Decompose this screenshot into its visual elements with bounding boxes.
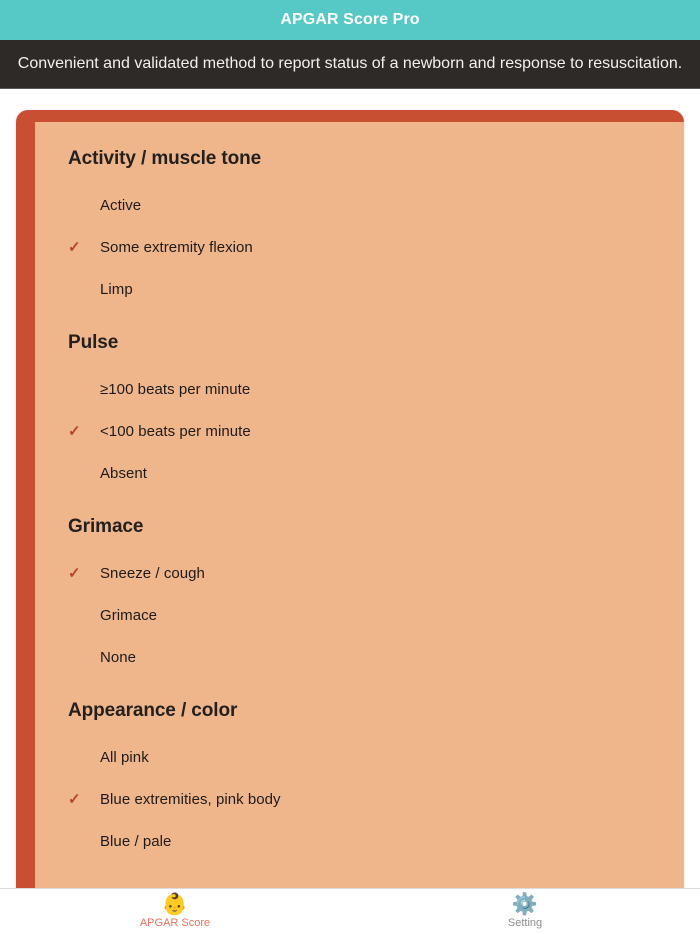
score-section (68, 148, 664, 310)
apgar-panel (35, 122, 684, 934)
score-option-row[interactable] (68, 636, 664, 678)
apgar-card (16, 110, 684, 934)
app-title: APGAR Score Pro (280, 11, 420, 28)
score-option-label: Some extremity flexion (100, 238, 253, 256)
app-title-bar (0, 0, 700, 40)
score-section (68, 332, 664, 494)
score-option-label: Active (100, 196, 142, 214)
section-title: Appearance / color (68, 700, 238, 721)
check-icon: ✓ (68, 238, 81, 256)
score-option-row[interactable] (68, 594, 664, 636)
score-section (68, 700, 664, 862)
tab-label: Setting (507, 917, 543, 929)
section-title: Activity / muscle tone (68, 148, 262, 169)
tab-label: APGAR Score (139, 917, 211, 929)
score-option-label: Blue extremities, pink body (100, 790, 281, 808)
check-icon: ✓ (68, 790, 81, 808)
score-option-label: <100 beats per minute (100, 422, 251, 440)
score-option-row[interactable] (68, 820, 664, 862)
section-title: Pulse (68, 332, 119, 353)
bottom-tab-bar (0, 888, 700, 934)
baby-icon: 👶 (161, 893, 189, 916)
score-option-label: Limp (100, 280, 133, 298)
tab-apgar-score[interactable] (0, 889, 350, 934)
section-title: Grimace (68, 516, 144, 537)
score-option-row[interactable] (68, 736, 664, 778)
score-option-row[interactable] (68, 778, 664, 820)
score-option-label: Absent (100, 464, 147, 482)
check-icon: ✓ (68, 564, 81, 582)
score-option-row[interactable] (68, 184, 664, 226)
score-option-label: Blue / pale (100, 832, 172, 850)
score-option-label: Grimace (100, 606, 158, 624)
score-option-row[interactable] (68, 268, 664, 310)
score-option-label: Sneeze / cough (100, 564, 205, 582)
score-option-label: None (100, 648, 137, 666)
score-option-row[interactable] (68, 368, 664, 410)
score-option-row[interactable] (68, 226, 664, 268)
score-option-row[interactable] (68, 552, 664, 594)
check-icon: ✓ (68, 422, 81, 440)
score-option-row[interactable] (68, 452, 664, 494)
score-option-label: ≥100 beats per minute (100, 380, 251, 398)
app-description-text: Convenient and validated method to report status of a newborn and response to resuscitation. (17, 55, 683, 72)
tab-setting[interactable] (350, 889, 700, 934)
score-scroll-area[interactable] (0, 89, 700, 934)
gear-icon: ⚙️ (511, 893, 539, 916)
score-option-row[interactable] (68, 410, 664, 452)
score-section (68, 516, 664, 678)
app-description-bar (0, 40, 700, 89)
score-option-label: All pink (100, 748, 149, 766)
